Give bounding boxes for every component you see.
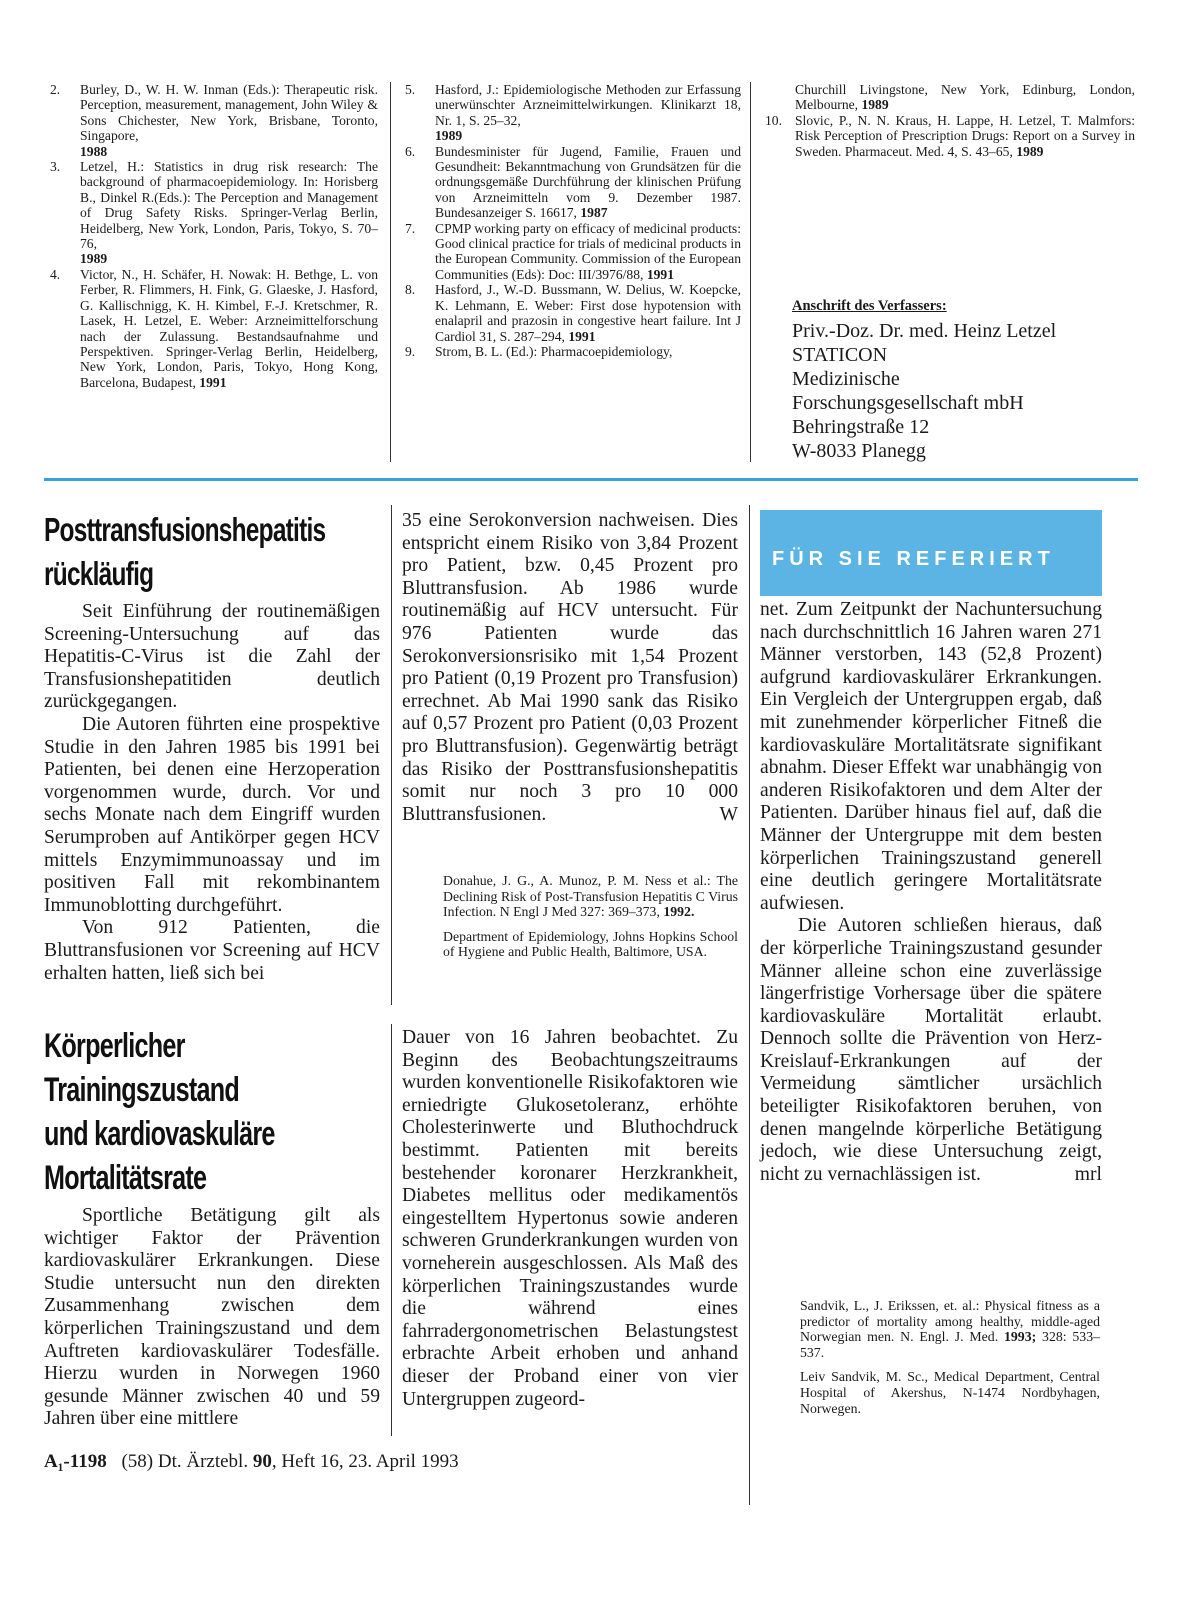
article2-citation	[800, 1298, 1100, 1425]
article1-column-1	[44, 601, 380, 985]
article1-headline	[44, 508, 384, 596]
reference-item: 3. Letzel, H.: Statistics in drug risk research: The background of pharmacoepidemiology. In: Horisberg B., Dinkel R.(Eds.): The Perception and Management of Drug Safety Risks. Springer-Verlag Berlin, Heidelberg, New York, London, Paris, Tokyo, S. 70–76, 1989	[50, 159, 378, 267]
address-line: Medizinische	[792, 368, 900, 390]
reference-item: 6. Bundesminister für Jugend, Familie, Frauen und Gesundheit: Bekanntmachung von Grundsätzen für die ordnungsgemäße Durchführung der klinischen Prüfung von Arzneimitteln vom 9. Dezember 1987. Bundesanzeiger S. 16617, 1987	[405, 143, 741, 221]
reference-item: 10. Slovic, P., N. N. Kraus, H. Lappe, H. Letzel, T. Malmfors: Risk Perception of Prescription Drugs: Report on a Survey in Sweden. Pharmaceut. Med. 4, S. 43–65, 1989	[765, 112, 1135, 159]
paragraph: 35 eine Serokonversion nachweisen. Dies entspricht einem Risiko von 3,84 Prozent pro Patient, bzw. 0,45 Prozent pro Bluttransfusion. Ab 1986 wurde routinemäßig auf HCV untersucht. Für 976 Patienten wurde das Serokonversionsrisiko mit 1,54 Prozent pro Patient (0,19 Prozent pro Transfusion) errechnet. Ab Mai 1990 sank das Risiko auf 0,57 Prozent pro Patient (0,03 Prozent pro Bluttransfusion). Gegenwärtig beträgt das Risiko der Posttransfusionshepatitis somit nur noch 3 pro 10 000 Bluttransfusionen. W	[402, 510, 738, 825]
address-line: Behringstraße 12	[792, 416, 930, 438]
reference-item: 2. Burley, D., W. H. W. Inman (Eds.): Therapeutic risk. Perception, measurement, management, John Wiley & Sons Chichester, New York, Brisbane, Toronto, Singapore, 1988	[50, 82, 378, 159]
references-column-3	[765, 82, 1135, 159]
reference-item: 4. Victor, N., H. Schäfer, H. Nowak: H. Bethge, L. von Ferber, R. Flimmers, H. Fink, G. Glaeske, J. Hasford, G. Kallischnigg, K. H. Kimbel, F.-J. Kretschmer, R. Lasek, H. Letzel, E. Weber: Arzneimittelforschung nach der Zulassung. Bestandsaufnahme und Perspektiven. Springer-Verlag Berlin, Heidelberg, New York, London, Paris, Tokyo, Hong Kong, Barcelona, Budapest, 1991	[50, 266, 378, 390]
citation: Sandvik, L., J. Erikssen, et. al.: Physical fitness as a predictor of mortality among healthy, middle-aged Norwegian men. N. Engl. J. Med. 1993; 328: 533–537.	[800, 1298, 1101, 1360]
section-banner: FÜR SIE REFERIERT	[760, 510, 1102, 596]
address-label: Anschrift des Verfassers:	[792, 298, 947, 314]
column-divider	[391, 505, 392, 1005]
reference-item: Churchill Livingstone, New York, Edinburg, London, Melbourne, 1989	[795, 82, 1135, 113]
footer-volume: 90	[252, 1451, 272, 1472]
author-address	[792, 298, 1137, 463]
article-title: Körperlicher Trainingszustand und kardiovaskuläre Mortalitätsrate	[44, 1027, 275, 1197]
address-line: Priv.-Doz. Dr. med. Heinz Letzel	[792, 320, 1057, 342]
footer-issue: , Heft 16, 23. April 1993	[271, 1451, 459, 1472]
author-sign: mrl	[1074, 1163, 1102, 1185]
article2-column-1	[44, 1205, 380, 1431]
address-line: STATICON	[792, 344, 888, 366]
paragraph: Seit Einführung der routinemäßigen Screening-Untersuchung auf das Hepatitis-C-Virus ist die Zahl der Transfusionshepatitiden deutlich zurückgegangen.	[44, 601, 380, 713]
article2-column-2	[402, 1027, 738, 1411]
footer-text: (58) Dt. Ärztebl.	[121, 1451, 249, 1472]
article1-column-2	[402, 510, 738, 826]
paragraph: net. Zum Zeitpunkt der Nachuntersuchung nach durchschnittlich 16 Jahren waren 271 Männer verstorben, 143 (52,8 Prozent) aufgrund kardiovaskulärer Erkrankungen. Ein Vergleich der Untergruppen ergab, daß mit zunehmender körperlicher Fitneß die kardiovaskuläre Mortalitätsrate signifikant abnahm. Dieser Effekt war unabhängig von anderen Risikofaktoren und dem Alter der Patienten. Darüber hinaus fiel auf, daß die Männer der Untergruppe mit dem besten körperlichen Trainingszustand generell eine deutlich geringere Mortalitätsrate aufwiesen.	[760, 599, 1102, 914]
affiliation: Leiv Sandvik, M. Sc., Medical Department, Central Hospital of Akershus, N-1474 Nordbyhagen, Norwegen.	[800, 1369, 1100, 1416]
article2-column-3	[760, 599, 1102, 1186]
references-column-2	[405, 82, 741, 359]
paragraph: Die Autoren führten eine prospektive Studie in den Jahren 1985 bis 1991 bei Patienten, bei denen eine Herzoperation vorgenommen wurde, durch. Vor und sechs Monate nach dem Eingriff wurden Serumproben auf Antikörper gegen HCV mittels Enzymimmunoassay und im positiven Fall mit rekombinantem Immunoblotting durchgeführt.	[44, 713, 380, 916]
paragraph: Dauer von 16 Jahren beobachtet. Zu Beginn des Beobachtungszeitraums wurden konventionelle Risikofaktoren wie erniedrigte Glukosetoleranz, erhöhte Cholesterinwerte und Bluthochdruck bestimmt. Patienten mit bereits bestehender koronarer Herzkrankheit, Diabetes mellitus oder medikamentös eingestelltem Hypertonus sowie anderen schweren Grunderkrankungen wurden von vorneherein ausgeschlossen. Als Maß des körperlichen Trainingszustandes wurde die während eines fahrradergonometrischen Belastungstest erbrachte Arbeit erhoben und anhand dieser der Proband einer von vier Untergruppen zugeord-	[402, 1027, 738, 1410]
column-divider	[749, 505, 750, 1505]
reference-item: 9. Strom, B. L. (Ed.): Pharmacoepidemiology,	[405, 343, 673, 359]
column-divider	[750, 82, 751, 462]
paragraph: Sportliche Betätigung gilt als wichtiger Faktor der Prävention kardiovaskulärer Erkrankungen. Diese Studie untersucht nun den direkten Zusammenhang zwischen dem körperlichen Trainingszustand und dem Auftreten kardiovaskulärer Todesfälle. Hierzu wurden in Norwegen 1960 gesunde Männer zwischen 40 und 59 Jahren über eine mittlere	[44, 1205, 380, 1430]
references-column-1	[50, 82, 378, 390]
reference-item: 7. CPMP working party on efficacy of medicinal products: Good clinical practice for trials of medicinal products in the European Community. Commission of the European Communities (Eds): Doc: III/3976/88, 1991	[405, 220, 741, 282]
address-line: Forschungsgesellschaft mbH	[792, 392, 1024, 414]
column-divider	[391, 1024, 392, 1436]
reference-item: 8. Hasford, J., W.-D. Bussmann, W. Delius, W. Koepcke, K. Lehmann, E. Weber: First dose hypotension with enalapril and prazosin in congestive heart failure. Int J Cardiol 31, S. 287–294, 1991	[405, 282, 741, 344]
paragraph: Von 912 Patienten, die Bluttransfusionen vor Screening auf HCV erhalten hatten, ließ sich bei	[44, 917, 380, 984]
reference-item: 5. Hasford, J.: Epidemiologische Methoden zur Erfassung unerwünschter Arzneimittelwirkungen. Klinikarzt 18, Nr. 1, S. 25–32, 1989	[405, 82, 741, 144]
column-divider	[390, 82, 391, 462]
page-footer	[44, 1451, 459, 1473]
article-title: Posttransfusionshepatitis rückläufig	[44, 511, 326, 592]
article2-headline	[44, 1024, 384, 1200]
paragraph: Die Autoren schließen hieraus, daß der körperliche Trainingszustand gesunder Männer alleine schon eine zuverlässige längerfristige Vorhersage über die spätere kardiovaskuläre Mortalität erlaubt. Dennoch sollte die Prävention von Herz-Kreislauf-Erkrankungen auf der Vermeidung sämtlicher ursächlich beteiligter Risikofaktoren beruhen, von denen mangelnde körperliche Betätigung jedoch, wie diese Untersuchung zeigt, nicht zu vernachlässigen ist. mrl	[760, 915, 1102, 1185]
page-number: A₁-1198	[44, 1451, 107, 1472]
article1-citation	[443, 873, 738, 969]
affiliation: Department of Epidemiology, Johns Hopkins School of Hygiene and Public Health, Baltimore, USA.	[443, 928, 738, 960]
address-line: W-8033 Planegg	[792, 440, 926, 462]
author-sign: W	[719, 803, 738, 825]
citation: Donahue, J. G., A. Munoz, P. M. Ness et al.: The Declining Risk of Post-Transfusion Hepatitis C Virus Infection. N Engl J Med 327: 369–373, 1992.	[443, 873, 738, 920]
section-divider	[44, 478, 1138, 481]
